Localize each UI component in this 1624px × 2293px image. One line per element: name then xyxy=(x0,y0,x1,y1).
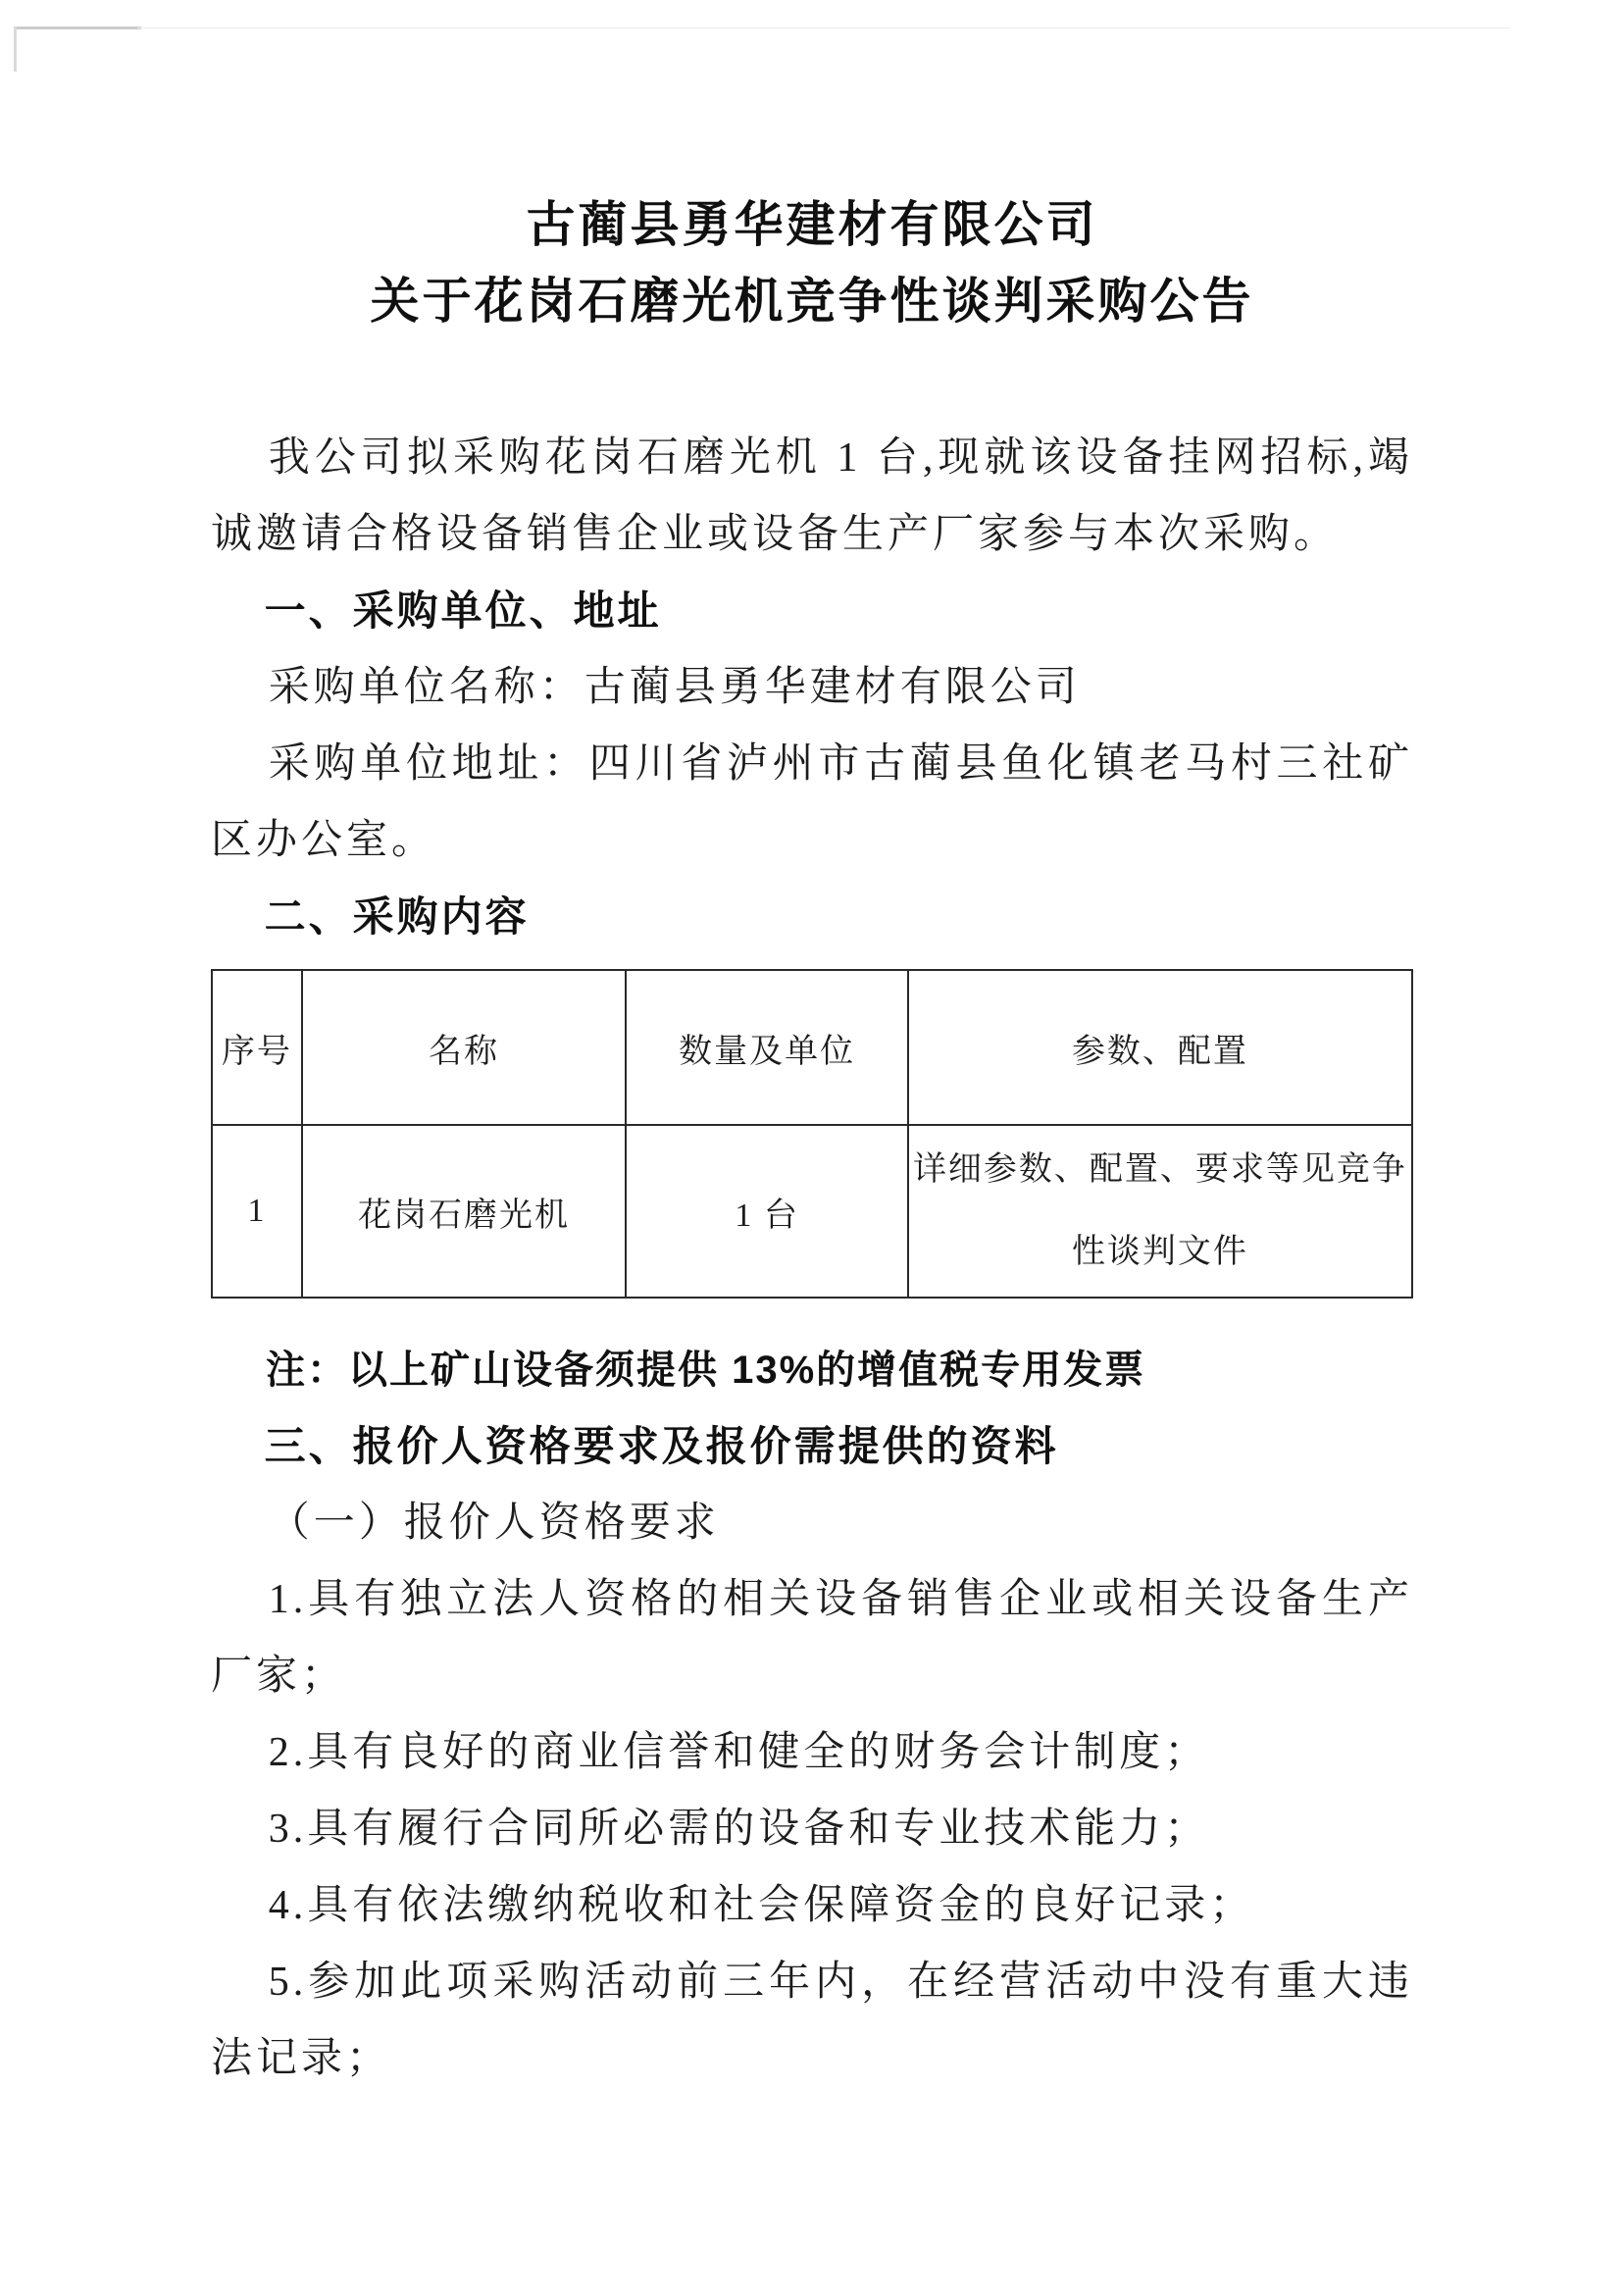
scan-artifact xyxy=(137,27,1510,28)
section3-heading: 三、报价人资格要求及报价需提供的资料 xyxy=(264,1423,1059,1469)
requirement-item-1: 1.具有独立法人资格的相关设备销售企业或相关设备生产厂家； xyxy=(211,1577,1413,1699)
table-cell-name: 花岗石磨光机 xyxy=(302,1125,626,1298)
procurement-table xyxy=(211,969,1413,1299)
requirement-item-2: 2.具有良好的商业信誉和健全的财务会计制度； xyxy=(268,1730,1210,1775)
scan-artifact xyxy=(14,26,17,72)
table-header-seq: 序号 xyxy=(212,970,302,1125)
table-note: 注：以上矿山设备须提供 13%的增值税专用发票 xyxy=(266,1349,1146,1392)
table-header-row xyxy=(212,970,1412,1125)
page-content xyxy=(211,186,1413,2097)
doc-title-line1: 古蔺县勇华建材有限公司 xyxy=(526,197,1098,252)
table-header-name: 名称 xyxy=(302,970,626,1125)
purchaser-name-line: 采购单位名称：古蔺县勇华建材有限公司 xyxy=(268,665,1081,710)
table-cell-seq: 1 xyxy=(212,1125,302,1298)
scan-artifact xyxy=(14,26,141,29)
purchaser-address-line: 采购单位地址：四川省泸州市古蔺县鱼化镇老马村三社矿区办公室。 xyxy=(211,741,1413,863)
table-row xyxy=(212,1125,1412,1298)
table-header-quantity: 数量及单位 xyxy=(626,970,908,1125)
doc-title-line2: 关于花岗石磨光机竞争性谈判采购公告 xyxy=(370,274,1254,329)
requirement-item-3: 3.具有履行合同所必需的设备和专业技术能力； xyxy=(268,1807,1210,1852)
section1-heading: 一、采购单位、地址 xyxy=(264,587,662,634)
table-header-params: 参数、配置 xyxy=(908,970,1412,1125)
section2-heading: 二、采购内容 xyxy=(264,893,530,940)
table-cell-quantity: 1 台 xyxy=(626,1125,908,1298)
table-cell-params: 详细参数、配置、要求等见竞争性谈判文件 xyxy=(908,1125,1412,1298)
requirement-item-5: 5.参加此项采购活动前三年内，在经营活动中没有重大违法记录； xyxy=(211,1960,1413,2081)
requirement-item-4: 4.具有依法缴纳税收和社会保障资金的良好记录； xyxy=(268,1883,1255,1928)
intro-paragraph: 我公司拟采购花岗石磨光机 1 台,现就该设备挂网招标,竭诚邀请合格设备销售企业或设备生产厂家参与本次采购。 xyxy=(211,435,1413,557)
section3-subheading: （一）报价人资格要求 xyxy=(268,1501,720,1546)
